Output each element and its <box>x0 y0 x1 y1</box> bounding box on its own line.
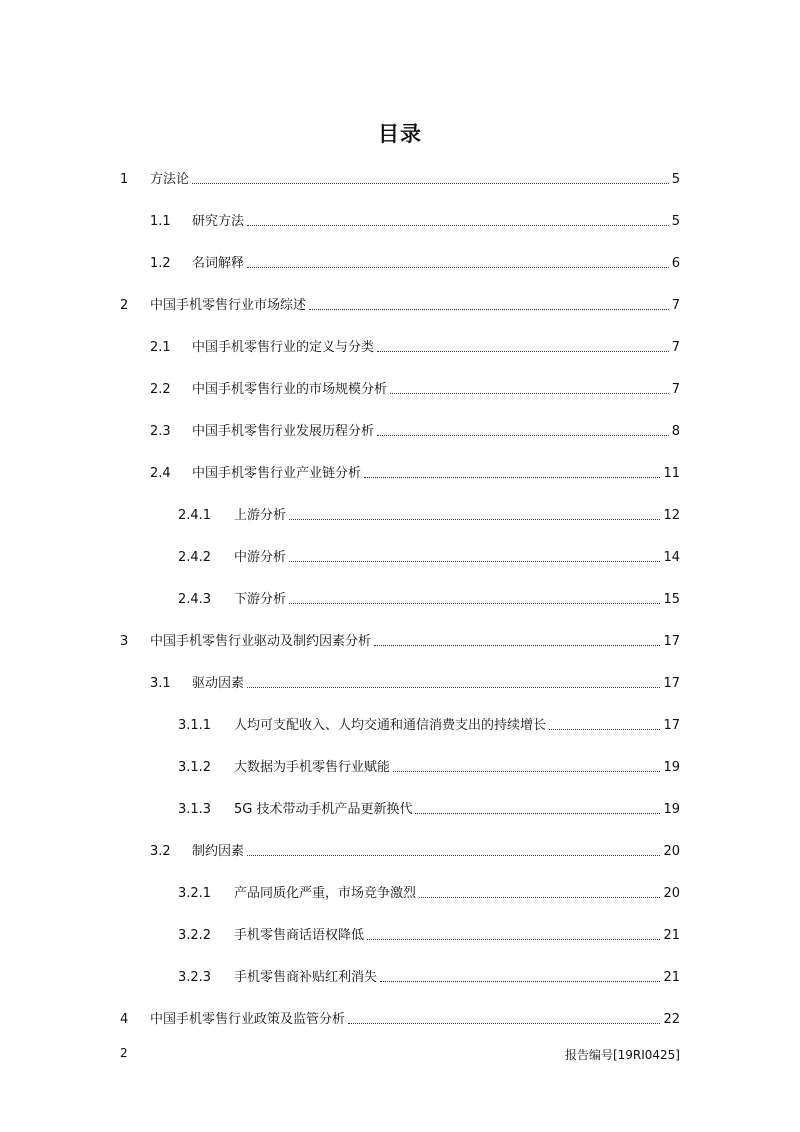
toc-entry-label: 制约因素 <box>192 844 245 859</box>
toc-entry-number: 3.2 <box>150 844 171 859</box>
toc-entry-page: 22 <box>663 1012 680 1027</box>
toc-dot-leader <box>390 393 669 394</box>
toc-entry[interactable] <box>0 798 680 818</box>
toc-entry[interactable] <box>0 882 680 902</box>
toc-entry[interactable] <box>0 462 680 482</box>
toc-entry-page: 19 <box>663 760 680 775</box>
toc-entry[interactable] <box>0 1008 680 1028</box>
footer-report-code: 报告编号[19RI0425] <box>564 1048 680 1062</box>
toc-entry-page: 8 <box>671 424 680 439</box>
toc-entry-label: 中国手机零售行业的定义与分类 <box>192 340 375 355</box>
toc-entry[interactable] <box>0 714 680 734</box>
toc-dot-leader <box>419 897 660 898</box>
toc-entry-number: 3.2.3 <box>178 970 212 985</box>
toc-entry[interactable] <box>0 630 680 650</box>
toc-entry-number: 2.2 <box>150 382 171 397</box>
toc-entry[interactable] <box>0 840 680 860</box>
toc-entry-label: 中游分析 <box>234 550 287 565</box>
toc-entry[interactable] <box>0 420 680 440</box>
toc-entry-label: 下游分析 <box>234 592 287 607</box>
toc-dot-leader <box>367 939 660 940</box>
toc-entry-number: 1.1 <box>150 214 171 229</box>
toc-dot-leader <box>549 729 660 730</box>
toc-entry-label: 方法论 <box>150 172 190 187</box>
footer-page-number: 2 <box>120 1046 128 1060</box>
toc-dot-leader <box>247 687 660 688</box>
toc-dot-leader <box>374 645 660 646</box>
toc-dot-leader <box>247 225 669 226</box>
toc-dot-leader <box>377 435 669 436</box>
toc-dot-leader <box>380 981 660 982</box>
toc-entry[interactable] <box>0 924 680 944</box>
toc-entry-label: 手机零售商话语权降低 <box>234 928 365 943</box>
toc-entry-label: 中国手机零售行业的市场规模分析 <box>192 382 388 397</box>
toc-entry-page: 7 <box>671 340 680 355</box>
toc-entry-label: 中国手机零售行业驱动及制约因素分析 <box>150 634 372 649</box>
toc-entry-label: 产品同质化严重，市场竞争激烈 <box>234 886 417 901</box>
toc-entry-label: 中国手机零售行业产业链分析 <box>192 466 362 481</box>
toc-entry-page: 5 <box>671 172 680 187</box>
toc-entry-number: 3.1.1 <box>178 718 212 733</box>
toc-entry-number: 2.3 <box>150 424 171 439</box>
toc-entry-page: 17 <box>663 718 680 733</box>
toc-entry-number: 3.1.3 <box>178 802 212 817</box>
toc-dot-leader <box>289 519 660 520</box>
toc-entry[interactable] <box>0 588 680 608</box>
toc-dot-leader <box>364 477 660 478</box>
toc-entry-page: 7 <box>671 298 680 313</box>
toc-dot-leader <box>192 183 669 184</box>
toc-entry-label: 中国手机零售行业发展历程分析 <box>192 424 375 439</box>
toc-entry-number: 3 <box>120 634 129 649</box>
toc-entry-page: 11 <box>663 466 680 481</box>
toc-entry-page: 17 <box>663 676 680 691</box>
toc-entry-number: 3.2.1 <box>178 886 212 901</box>
toc-dot-leader <box>247 267 669 268</box>
toc-entry-number: 2.4.1 <box>178 508 212 523</box>
toc-entry-number: 4 <box>120 1012 129 1027</box>
toc-entry-number: 2 <box>120 298 129 313</box>
toc-entry[interactable] <box>0 672 680 692</box>
toc-dot-leader <box>289 561 660 562</box>
toc-entry-label: 名词解释 <box>192 256 245 271</box>
toc-entry-page: 14 <box>663 550 680 565</box>
toc-entry[interactable] <box>0 168 680 188</box>
toc-entry-label: 研究方法 <box>192 214 245 229</box>
page-title: 目录 <box>378 122 422 146</box>
toc-entry-label: 人均可支配收入、人均交通和通信消费支出的持续增长 <box>234 718 547 733</box>
toc-dot-leader <box>247 855 660 856</box>
toc-entry-page: 5 <box>671 214 680 229</box>
toc-entry-page: 21 <box>663 970 680 985</box>
toc-entry-page: 7 <box>671 382 680 397</box>
toc-entry-page: 6 <box>671 256 680 271</box>
toc-entry-number: 3.2.2 <box>178 928 212 943</box>
toc-entry-label: 中国手机零售行业市场综述 <box>150 298 307 313</box>
toc-entry-number: 1 <box>120 172 129 187</box>
toc-entry[interactable] <box>0 546 680 566</box>
toc-entry-page: 19 <box>663 802 680 817</box>
toc-entry-label: 上游分析 <box>234 508 287 523</box>
toc-entry[interactable] <box>0 252 680 272</box>
toc-entry-page: 20 <box>663 886 680 901</box>
toc-entry[interactable] <box>0 210 680 230</box>
toc-entry-label: 大数据为手机零售行业赋能 <box>234 760 391 775</box>
toc-entry[interactable] <box>0 294 680 314</box>
toc-dot-leader <box>393 771 660 772</box>
toc-entry-label: 5G 技术带动手机产品更新换代 <box>234 802 413 817</box>
toc-entry-page: 15 <box>663 592 680 607</box>
toc-dot-leader <box>415 813 660 814</box>
toc-entry-number: 2.4.3 <box>178 592 212 607</box>
toc-entry-number: 2.4 <box>150 466 171 481</box>
toc-entry[interactable] <box>0 504 680 524</box>
toc-entry-number: 2.1 <box>150 340 171 355</box>
toc-dot-leader <box>309 309 669 310</box>
toc-entry[interactable] <box>0 336 680 356</box>
toc-entry-page: 21 <box>663 928 680 943</box>
toc-entry-page: 17 <box>663 634 680 649</box>
toc-dot-leader <box>289 603 660 604</box>
toc-entry-number: 3.1.2 <box>178 760 212 775</box>
toc-entry-page: 20 <box>663 844 680 859</box>
toc-entry-number: 1.2 <box>150 256 171 271</box>
toc-entry-number: 3.1 <box>150 676 171 691</box>
toc-dot-leader <box>377 351 669 352</box>
toc-entry[interactable] <box>0 756 680 776</box>
toc-entry-number: 2.4.2 <box>178 550 212 565</box>
toc-entry-label: 手机零售商补贴红利消失 <box>234 970 378 985</box>
toc-dot-leader <box>348 1023 660 1024</box>
toc-entry-label: 驱动因素 <box>192 676 245 691</box>
toc-entry-page: 12 <box>663 508 680 523</box>
toc-entry[interactable] <box>0 378 680 398</box>
toc-entry[interactable] <box>0 966 680 986</box>
toc-entry-label: 中国手机零售行业政策及监管分析 <box>150 1012 346 1027</box>
